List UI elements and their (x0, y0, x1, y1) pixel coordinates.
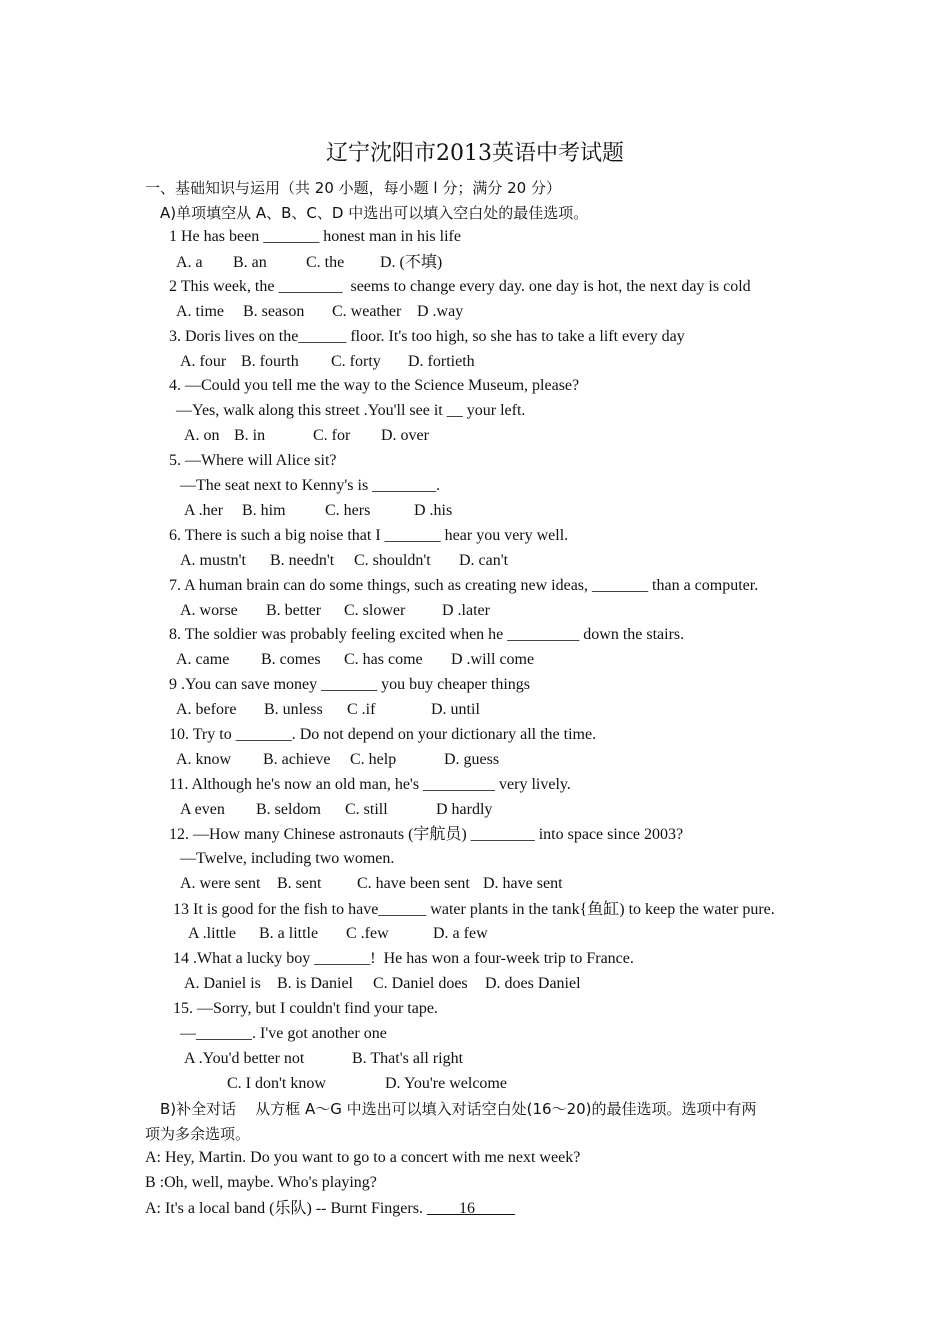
q15-option-c: C. I don't know (227, 1075, 326, 1092)
dialog-line-1: A: Hey, Martin. Do you want to go to a concert with me next week? (145, 1149, 581, 1166)
question-3-stem: 3. Doris lives on the______ floor. It's too high, so she has to take a lift every day (169, 328, 685, 345)
question-13-stem: 13 It is good for the fish to have______ water plants in the tank{鱼缸) to keep the water pure. (173, 901, 775, 918)
q13-option-b: B. a little (259, 925, 319, 942)
question-9-stem: 9 .You can save money _______ you buy cheaper things (169, 676, 530, 693)
question-8-stem: 8. The soldier was probably feeling excited when he _________ down the stairs. (169, 626, 685, 643)
q5-option-b: B. him (242, 502, 286, 519)
question-5-stem: 5. —Where will Alice sit? (169, 452, 337, 469)
partB-instruction-line1: B)补全对话 从方框 A～G 中选出可以填入对话空白处(16～20)的最佳选项。选项中有两 (160, 1100, 757, 1118)
q9-option-c: C .if (347, 701, 376, 718)
q7-option-c: C. slower (344, 602, 406, 619)
dialog-line-3 (145, 1199, 515, 1219)
q9-option-a: A. before (176, 701, 237, 718)
q12-option-b: B. sent (277, 875, 322, 892)
question-7-stem: 7. A human brain can do some things, such as creating new ideas, _______ than a computer. (169, 577, 759, 594)
q12-option-c: C. have been sent (357, 875, 470, 892)
question-2-stem: 2 This week, the ________ seems to change every day. one day is hot, the next day is cold (169, 278, 751, 295)
q3-option-d: D. fortieth (408, 353, 475, 370)
q9-option-b: B. unless (264, 701, 323, 718)
q15-option-b: B. That's all right (352, 1050, 464, 1067)
q1-option-c: C. the (306, 254, 345, 271)
q15-option-d: D. You're welcome (385, 1075, 507, 1092)
question-4-stem: 4. —Could you tell me the way to the Science Museum, please? (169, 377, 580, 394)
q4-option-d: D. over (381, 427, 429, 444)
q13-option-c: C .few (346, 925, 389, 942)
q3-option-a: A. four (180, 353, 227, 370)
q14-option-d: D. does Daniel (485, 975, 581, 992)
q4-option-c: C. for (313, 427, 351, 444)
q11-option-b: B. seldom (256, 801, 321, 818)
q12-option-d: D. have sent (483, 875, 563, 892)
q1-option-b: B. an (233, 254, 267, 271)
q10-option-b: B. achieve (263, 751, 331, 768)
q9-option-d: D. until (431, 701, 480, 718)
q10-option-d: D. guess (444, 751, 500, 768)
question-6-stem: 6. There is such a big noise that I _______ hear you very well. (169, 527, 569, 544)
question-15-reply: —_______. I've got another one (180, 1025, 387, 1042)
question-5-reply: —The seat next to Kenny's is ________. (180, 477, 441, 494)
question-10-stem: 10. Try to _______. Do not depend on your dictionary all the time. (169, 726, 597, 743)
q3-option-b: B. fourth (241, 353, 299, 370)
q7-option-b: B. better (266, 602, 322, 619)
q6-option-a: A. mustn't (180, 552, 246, 569)
q15-option-a: A .You'd better not (184, 1050, 305, 1067)
q8-option-b: B. comes (261, 651, 321, 668)
q2-option-a: A. time (176, 303, 224, 320)
q2-option-d: D .way (417, 303, 464, 320)
q5-option-a: A .her (184, 502, 224, 519)
q4-option-a: A. on (184, 427, 220, 444)
dialog-line-3-text: A: It's a local band (乐队) -- Burnt Fingers. (145, 1200, 427, 1217)
q8-option-a: A. came (176, 651, 230, 668)
q3-option-c: C. forty (331, 353, 381, 370)
question-14-stem: 14 .What a lucky boy _______! He has won a four-week trip to France. (173, 950, 634, 967)
q5-option-d: D .his (414, 502, 453, 519)
partB-instruction-line2: 项为多余选项。 (145, 1125, 251, 1143)
q13-option-d: D. a few (433, 925, 488, 942)
question-4-reply: —Yes, walk along this street .You'll see it __ your left. (176, 402, 526, 419)
q6-option-c: C. shouldn't (354, 552, 431, 569)
q7-option-d: D .later (442, 602, 490, 619)
q12-option-a: A. were sent (180, 875, 261, 892)
q6-option-d: D. can't (459, 552, 509, 569)
q2-option-b: B. season (243, 303, 305, 320)
q10-option-a: A. know (176, 751, 232, 768)
q11-option-c: C. still (345, 801, 388, 818)
question-12-stem: 12. —How many Chinese astronauts (宇航员) ________ into space since 2003? (169, 826, 684, 843)
blank-16: ____16_____ (426, 1200, 515, 1217)
q11-option-d: D hardly (436, 801, 493, 818)
q1-option-a: A. a (176, 254, 203, 271)
dialog-line-2: B :Oh, well, maybe. Who's playing? (145, 1174, 377, 1191)
question-1-stem: 1 He has been _______ honest man in his life (169, 228, 461, 245)
question-11-stem: 11. Although he's now an old man, he's _________ very lively. (169, 776, 571, 793)
q1-option-d: D. (不填) (380, 254, 443, 271)
q4-option-b: B. in (234, 427, 266, 444)
q14-option-c: C. Daniel does (373, 975, 468, 992)
question-15-stem: 15. —Sorry, but I couldn't find your tape. (173, 1000, 438, 1017)
q8-option-d: D .will come (451, 651, 535, 668)
q7-option-a: A. worse (180, 602, 238, 619)
q14-option-b: B. is Daniel (277, 975, 353, 992)
q2-option-c: C. weather (332, 303, 402, 320)
q13-option-a: A .little (188, 925, 236, 942)
q14-option-a: A. Daniel is (184, 975, 261, 992)
page-title: 辽宁沈阳市2013英语中考试题 (326, 141, 624, 166)
q10-option-c: C. help (350, 751, 397, 768)
q8-option-c: C. has come (344, 651, 423, 668)
q6-option-b: B. needn't (270, 552, 335, 569)
q5-option-c: C. hers (325, 502, 371, 519)
section1-heading: 一、基础知识与运用（共 20 小题，每小题 l 分；满分 20 分） (145, 179, 561, 197)
q11-option-a: A even (180, 801, 225, 818)
question-12-reply: —Twelve, including two women. (180, 850, 395, 867)
partA-instruction: A)单项填空从 A、B、C、D 中选出可以填入空白处的最佳选项。 (160, 204, 589, 222)
